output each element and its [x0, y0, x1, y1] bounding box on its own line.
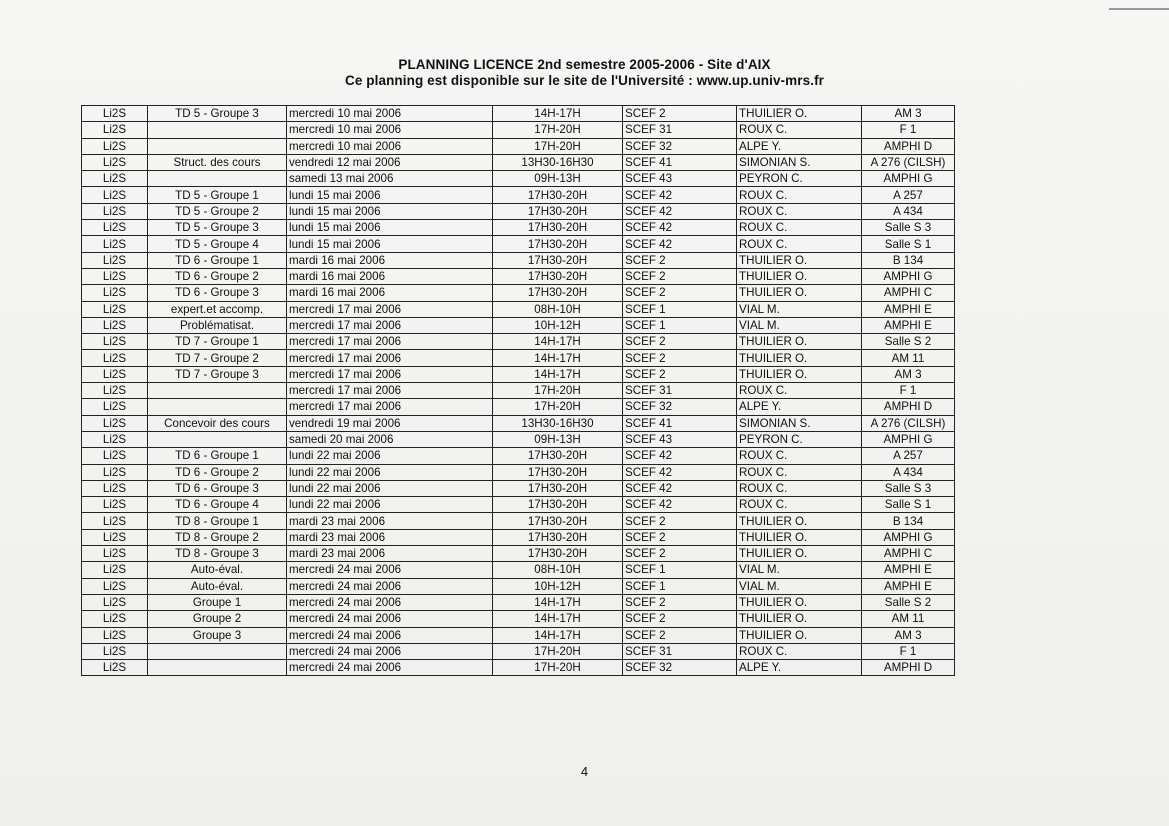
- course-code-cell: SCEF 42: [623, 480, 737, 496]
- teacher-cell: PEYRON C.: [737, 431, 862, 447]
- course-code-cell: SCEF 42: [623, 464, 737, 480]
- date-cell: mercredi 24 mai 2006: [287, 660, 493, 676]
- level-cell: Li2S: [82, 106, 148, 122]
- group-cell: TD 6 - Groupe 3: [148, 285, 287, 301]
- room-cell: F 1: [862, 643, 955, 659]
- teacher-cell: ROUX C.: [737, 187, 862, 203]
- course-code-cell: SCEF 2: [623, 252, 737, 268]
- date-cell: mardi 23 mai 2006: [287, 513, 493, 529]
- table-row: [82, 334, 955, 350]
- time-cell: 09H-13H: [493, 431, 623, 447]
- table-row: [82, 480, 955, 496]
- table-row: [82, 187, 955, 203]
- room-cell: Salle S 2: [862, 334, 955, 350]
- table-row: [82, 301, 955, 317]
- course-code-cell: SCEF 42: [623, 187, 737, 203]
- room-cell: AMPHI C: [862, 285, 955, 301]
- course-code-cell: SCEF 31: [623, 122, 737, 138]
- date-cell: samedi 20 mai 2006: [287, 431, 493, 447]
- teacher-cell: ALPE Y.: [737, 138, 862, 154]
- course-code-cell: SCEF 1: [623, 578, 737, 594]
- time-cell: 14H-17H: [493, 627, 623, 643]
- time-cell: 17H30-20H: [493, 480, 623, 496]
- level-cell: Li2S: [82, 497, 148, 513]
- table-row: [82, 627, 955, 643]
- date-cell: mercredi 17 mai 2006: [287, 334, 493, 350]
- table-row: [82, 513, 955, 529]
- course-code-cell: SCEF 1: [623, 317, 737, 333]
- table-row: [82, 611, 955, 627]
- time-cell: 17H30-20H: [493, 220, 623, 236]
- date-cell: mercredi 17 mai 2006: [287, 383, 493, 399]
- room-cell: F 1: [862, 122, 955, 138]
- teacher-cell: THUILIER O.: [737, 366, 862, 382]
- date-cell: mercredi 10 mai 2006: [287, 122, 493, 138]
- group-cell: [148, 660, 287, 676]
- table-row: [82, 268, 955, 284]
- room-cell: AMPHI G: [862, 268, 955, 284]
- group-cell: Auto-éval.: [148, 562, 287, 578]
- teacher-cell: ROUX C.: [737, 448, 862, 464]
- time-cell: 17H30-20H: [493, 285, 623, 301]
- date-cell: lundi 22 mai 2006: [287, 448, 493, 464]
- time-cell: 14H-17H: [493, 594, 623, 610]
- time-cell: 17H-20H: [493, 660, 623, 676]
- table-row: [82, 431, 955, 447]
- room-cell: AMPHI D: [862, 138, 955, 154]
- time-cell: 08H-10H: [493, 562, 623, 578]
- group-cell: TD 6 - Groupe 1: [148, 252, 287, 268]
- course-code-cell: SCEF 2: [623, 594, 737, 610]
- date-cell: mercredi 17 mai 2006: [287, 317, 493, 333]
- level-cell: Li2S: [82, 431, 148, 447]
- room-cell: AMPHI E: [862, 562, 955, 578]
- time-cell: 13H30-16H30: [493, 154, 623, 170]
- table-row: [82, 317, 955, 333]
- table-row: [82, 220, 955, 236]
- time-cell: 17H30-20H: [493, 203, 623, 219]
- room-cell: AMPHI D: [862, 399, 955, 415]
- level-cell: Li2S: [82, 383, 148, 399]
- group-cell: TD 6 - Groupe 2: [148, 464, 287, 480]
- level-cell: Li2S: [82, 366, 148, 382]
- table-row: [82, 350, 955, 366]
- teacher-cell: ROUX C.: [737, 122, 862, 138]
- scan-mark: [1109, 8, 1169, 10]
- course-code-cell: SCEF 32: [623, 399, 737, 415]
- teacher-cell: VIAL M.: [737, 317, 862, 333]
- date-cell: mardi 23 mai 2006: [287, 529, 493, 545]
- time-cell: 17H-20H: [493, 138, 623, 154]
- teacher-cell: THUILIER O.: [737, 268, 862, 284]
- time-cell: 13H30-16H30: [493, 415, 623, 431]
- group-cell: TD 6 - Groupe 2: [148, 268, 287, 284]
- level-cell: Li2S: [82, 448, 148, 464]
- time-cell: 17H30-20H: [493, 252, 623, 268]
- document-subtitle: Ce planning est disponible sur le site de l'Université : www.up.univ-mrs.fr: [344, 73, 825, 88]
- group-cell: TD 5 - Groupe 1: [148, 187, 287, 203]
- level-cell: Li2S: [82, 546, 148, 562]
- table-row: [82, 529, 955, 545]
- document-title: PLANNING LICENCE 2nd semestre 2005-2006 - Site d'AIX: [398, 57, 771, 72]
- time-cell: 17H-20H: [493, 643, 623, 659]
- level-cell: Li2S: [82, 171, 148, 187]
- level-cell: Li2S: [82, 643, 148, 659]
- time-cell: 17H-20H: [493, 122, 623, 138]
- time-cell: 17H30-20H: [493, 464, 623, 480]
- group-cell: [148, 171, 287, 187]
- time-cell: 14H-17H: [493, 366, 623, 382]
- date-cell: lundi 15 mai 2006: [287, 203, 493, 219]
- level-cell: Li2S: [82, 480, 148, 496]
- schedule-table: [81, 105, 955, 676]
- date-cell: mercredi 17 mai 2006: [287, 350, 493, 366]
- level-cell: Li2S: [82, 317, 148, 333]
- room-cell: A 434: [862, 203, 955, 219]
- teacher-cell: ROUX C.: [737, 464, 862, 480]
- group-cell: TD 5 - Groupe 3: [148, 106, 287, 122]
- level-cell: Li2S: [82, 203, 148, 219]
- teacher-cell: THUILIER O.: [737, 285, 862, 301]
- time-cell: 10H-12H: [493, 578, 623, 594]
- course-code-cell: SCEF 41: [623, 415, 737, 431]
- group-cell: TD 6 - Groupe 1: [148, 448, 287, 464]
- date-cell: mardi 16 mai 2006: [287, 268, 493, 284]
- table-row: [82, 236, 955, 252]
- time-cell: 17H-20H: [493, 399, 623, 415]
- room-cell: AMPHI G: [862, 171, 955, 187]
- room-cell: AMPHI E: [862, 578, 955, 594]
- time-cell: 14H-17H: [493, 106, 623, 122]
- level-cell: Li2S: [82, 187, 148, 203]
- group-cell: [148, 399, 287, 415]
- teacher-cell: THUILIER O.: [737, 627, 862, 643]
- table-row: [82, 154, 955, 170]
- group-cell: Auto-éval.: [148, 578, 287, 594]
- group-cell: TD 6 - Groupe 4: [148, 497, 287, 513]
- time-cell: 17H30-20H: [493, 187, 623, 203]
- table-row: [82, 399, 955, 415]
- course-code-cell: SCEF 2: [623, 529, 737, 545]
- group-cell: TD 6 - Groupe 3: [148, 480, 287, 496]
- level-cell: Li2S: [82, 529, 148, 545]
- level-cell: Li2S: [82, 627, 148, 643]
- group-cell: TD 8 - Groupe 2: [148, 529, 287, 545]
- level-cell: Li2S: [82, 399, 148, 415]
- table-row: [82, 171, 955, 187]
- group-cell: [148, 383, 287, 399]
- teacher-cell: ROUX C.: [737, 220, 862, 236]
- room-cell: AM 11: [862, 611, 955, 627]
- level-cell: Li2S: [82, 268, 148, 284]
- course-code-cell: SCEF 43: [623, 431, 737, 447]
- teacher-cell: ROUX C.: [737, 383, 862, 399]
- room-cell: A 276 (CILSH): [862, 415, 955, 431]
- level-cell: Li2S: [82, 301, 148, 317]
- table-row: [82, 562, 955, 578]
- group-cell: [148, 138, 287, 154]
- date-cell: lundi 15 mai 2006: [287, 220, 493, 236]
- date-cell: mercredi 24 mai 2006: [287, 562, 493, 578]
- time-cell: 17H30-20H: [493, 448, 623, 464]
- course-code-cell: SCEF 42: [623, 236, 737, 252]
- room-cell: B 134: [862, 252, 955, 268]
- course-code-cell: SCEF 2: [623, 106, 737, 122]
- course-code-cell: SCEF 42: [623, 497, 737, 513]
- teacher-cell: SIMONIAN S.: [737, 415, 862, 431]
- course-code-cell: SCEF 31: [623, 643, 737, 659]
- teacher-cell: THUILIER O.: [737, 529, 862, 545]
- level-cell: Li2S: [82, 562, 148, 578]
- time-cell: 17H30-20H: [493, 268, 623, 284]
- course-code-cell: SCEF 42: [623, 448, 737, 464]
- group-cell: [148, 431, 287, 447]
- date-cell: vendredi 12 mai 2006: [287, 154, 493, 170]
- room-cell: Salle S 1: [862, 236, 955, 252]
- time-cell: 14H-17H: [493, 350, 623, 366]
- room-cell: AMPHI E: [862, 301, 955, 317]
- level-cell: Li2S: [82, 513, 148, 529]
- date-cell: mercredi 24 mai 2006: [287, 627, 493, 643]
- level-cell: Li2S: [82, 594, 148, 610]
- teacher-cell: VIAL M.: [737, 301, 862, 317]
- level-cell: Li2S: [82, 464, 148, 480]
- date-cell: mercredi 17 mai 2006: [287, 399, 493, 415]
- group-cell: Groupe 1: [148, 594, 287, 610]
- teacher-cell: ALPE Y.: [737, 660, 862, 676]
- room-cell: AMPHI D: [862, 660, 955, 676]
- table-row: [82, 285, 955, 301]
- course-code-cell: SCEF 2: [623, 627, 737, 643]
- table-row: [82, 415, 955, 431]
- room-cell: F 1: [862, 383, 955, 399]
- group-cell: expert.et accomp.: [148, 301, 287, 317]
- level-cell: Li2S: [82, 611, 148, 627]
- teacher-cell: THUILIER O.: [737, 546, 862, 562]
- group-cell: Groupe 3: [148, 627, 287, 643]
- room-cell: AMPHI C: [862, 546, 955, 562]
- teacher-cell: PEYRON C.: [737, 171, 862, 187]
- teacher-cell: ALPE Y.: [737, 399, 862, 415]
- room-cell: AMPHI G: [862, 529, 955, 545]
- room-cell: AM 3: [862, 627, 955, 643]
- schedule-body: [82, 106, 955, 676]
- room-cell: AM 11: [862, 350, 955, 366]
- course-code-cell: SCEF 2: [623, 611, 737, 627]
- table-row: [82, 138, 955, 154]
- time-cell: 14H-17H: [493, 611, 623, 627]
- table-row: [82, 122, 955, 138]
- room-cell: AM 3: [862, 106, 955, 122]
- teacher-cell: ROUX C.: [737, 497, 862, 513]
- page-number: 4: [580, 764, 589, 779]
- date-cell: lundi 22 mai 2006: [287, 464, 493, 480]
- date-cell: samedi 13 mai 2006: [287, 171, 493, 187]
- level-cell: Li2S: [82, 138, 148, 154]
- course-code-cell: SCEF 2: [623, 513, 737, 529]
- teacher-cell: THUILIER O.: [737, 334, 862, 350]
- group-cell: [148, 643, 287, 659]
- table-row: [82, 448, 955, 464]
- room-cell: AMPHI E: [862, 317, 955, 333]
- table-row: [82, 594, 955, 610]
- table-row: [82, 546, 955, 562]
- course-code-cell: SCEF 1: [623, 562, 737, 578]
- time-cell: 10H-12H: [493, 317, 623, 333]
- teacher-cell: ROUX C.: [737, 643, 862, 659]
- room-cell: Salle S 3: [862, 480, 955, 496]
- teacher-cell: THUILIER O.: [737, 106, 862, 122]
- table-row: [82, 660, 955, 676]
- time-cell: 14H-17H: [493, 334, 623, 350]
- date-cell: lundi 22 mai 2006: [287, 480, 493, 496]
- course-code-cell: SCEF 2: [623, 546, 737, 562]
- teacher-cell: VIAL M.: [737, 562, 862, 578]
- level-cell: Li2S: [82, 415, 148, 431]
- date-cell: lundi 15 mai 2006: [287, 236, 493, 252]
- room-cell: Salle S 2: [862, 594, 955, 610]
- time-cell: 17H30-20H: [493, 529, 623, 545]
- level-cell: Li2S: [82, 350, 148, 366]
- date-cell: mercredi 17 mai 2006: [287, 366, 493, 382]
- date-cell: mercredi 10 mai 2006: [287, 138, 493, 154]
- level-cell: Li2S: [82, 660, 148, 676]
- date-cell: mercredi 10 mai 2006: [287, 106, 493, 122]
- teacher-cell: THUILIER O.: [737, 611, 862, 627]
- level-cell: Li2S: [82, 154, 148, 170]
- group-cell: TD 7 - Groupe 1: [148, 334, 287, 350]
- room-cell: A 276 (CILSH): [862, 154, 955, 170]
- time-cell: 17H30-20H: [493, 513, 623, 529]
- level-cell: Li2S: [82, 334, 148, 350]
- room-cell: A 257: [862, 448, 955, 464]
- room-cell: A 434: [862, 464, 955, 480]
- level-cell: Li2S: [82, 236, 148, 252]
- table-row: [82, 383, 955, 399]
- group-cell: TD 7 - Groupe 2: [148, 350, 287, 366]
- group-cell: TD 8 - Groupe 1: [148, 513, 287, 529]
- course-code-cell: SCEF 2: [623, 268, 737, 284]
- date-cell: mercredi 24 mai 2006: [287, 611, 493, 627]
- time-cell: 17H30-20H: [493, 546, 623, 562]
- teacher-cell: THUILIER O.: [737, 513, 862, 529]
- level-cell: Li2S: [82, 252, 148, 268]
- room-cell: B 134: [862, 513, 955, 529]
- date-cell: vendredi 19 mai 2006: [287, 415, 493, 431]
- course-code-cell: SCEF 41: [623, 154, 737, 170]
- room-cell: AMPHI G: [862, 431, 955, 447]
- date-cell: mardi 16 mai 2006: [287, 285, 493, 301]
- time-cell: 09H-13H: [493, 171, 623, 187]
- group-cell: TD 5 - Groupe 2: [148, 203, 287, 219]
- date-cell: mercredi 24 mai 2006: [287, 578, 493, 594]
- date-cell: mercredi 24 mai 2006: [287, 643, 493, 659]
- date-cell: lundi 15 mai 2006: [287, 187, 493, 203]
- teacher-cell: ROUX C.: [737, 480, 862, 496]
- course-code-cell: SCEF 2: [623, 334, 737, 350]
- table-row: [82, 497, 955, 513]
- time-cell: 17H-20H: [493, 383, 623, 399]
- course-code-cell: SCEF 2: [623, 366, 737, 382]
- teacher-cell: VIAL M.: [737, 578, 862, 594]
- group-cell: Problématisat.: [148, 317, 287, 333]
- room-cell: AM 3: [862, 366, 955, 382]
- course-code-cell: SCEF 42: [623, 220, 737, 236]
- level-cell: Li2S: [82, 285, 148, 301]
- date-cell: mercredi 24 mai 2006: [287, 594, 493, 610]
- date-cell: mardi 16 mai 2006: [287, 252, 493, 268]
- group-cell: TD 5 - Groupe 3: [148, 220, 287, 236]
- group-cell: TD 5 - Groupe 4: [148, 236, 287, 252]
- teacher-cell: SIMONIAN S.: [737, 154, 862, 170]
- table-row: [82, 366, 955, 382]
- course-code-cell: SCEF 43: [623, 171, 737, 187]
- group-cell: Concevoir des cours: [148, 415, 287, 431]
- room-cell: A 257: [862, 187, 955, 203]
- table-row: [82, 106, 955, 122]
- teacher-cell: ROUX C.: [737, 236, 862, 252]
- room-cell: Salle S 1: [862, 497, 955, 513]
- date-cell: mardi 23 mai 2006: [287, 546, 493, 562]
- table-row: [82, 464, 955, 480]
- teacher-cell: THUILIER O.: [737, 350, 862, 366]
- teacher-cell: ROUX C.: [737, 203, 862, 219]
- time-cell: 17H30-20H: [493, 497, 623, 513]
- table-row: [82, 578, 955, 594]
- level-cell: Li2S: [82, 220, 148, 236]
- group-cell: Groupe 2: [148, 611, 287, 627]
- group-cell: Struct. des cours: [148, 154, 287, 170]
- table-row: [82, 203, 955, 219]
- course-code-cell: SCEF 2: [623, 350, 737, 366]
- time-cell: 17H30-20H: [493, 236, 623, 252]
- time-cell: 08H-10H: [493, 301, 623, 317]
- course-code-cell: SCEF 32: [623, 660, 737, 676]
- date-cell: lundi 22 mai 2006: [287, 497, 493, 513]
- course-code-cell: SCEF 42: [623, 203, 737, 219]
- date-cell: mercredi 17 mai 2006: [287, 301, 493, 317]
- group-cell: [148, 122, 287, 138]
- course-code-cell: SCEF 2: [623, 285, 737, 301]
- group-cell: TD 8 - Groupe 3: [148, 546, 287, 562]
- level-cell: Li2S: [82, 122, 148, 138]
- course-code-cell: SCEF 31: [623, 383, 737, 399]
- teacher-cell: THUILIER O.: [737, 252, 862, 268]
- group-cell: TD 7 - Groupe 3: [148, 366, 287, 382]
- table-row: [82, 252, 955, 268]
- course-code-cell: SCEF 32: [623, 138, 737, 154]
- level-cell: Li2S: [82, 578, 148, 594]
- table-row: [82, 643, 955, 659]
- course-code-cell: SCEF 1: [623, 301, 737, 317]
- room-cell: Salle S 3: [862, 220, 955, 236]
- teacher-cell: THUILIER O.: [737, 594, 862, 610]
